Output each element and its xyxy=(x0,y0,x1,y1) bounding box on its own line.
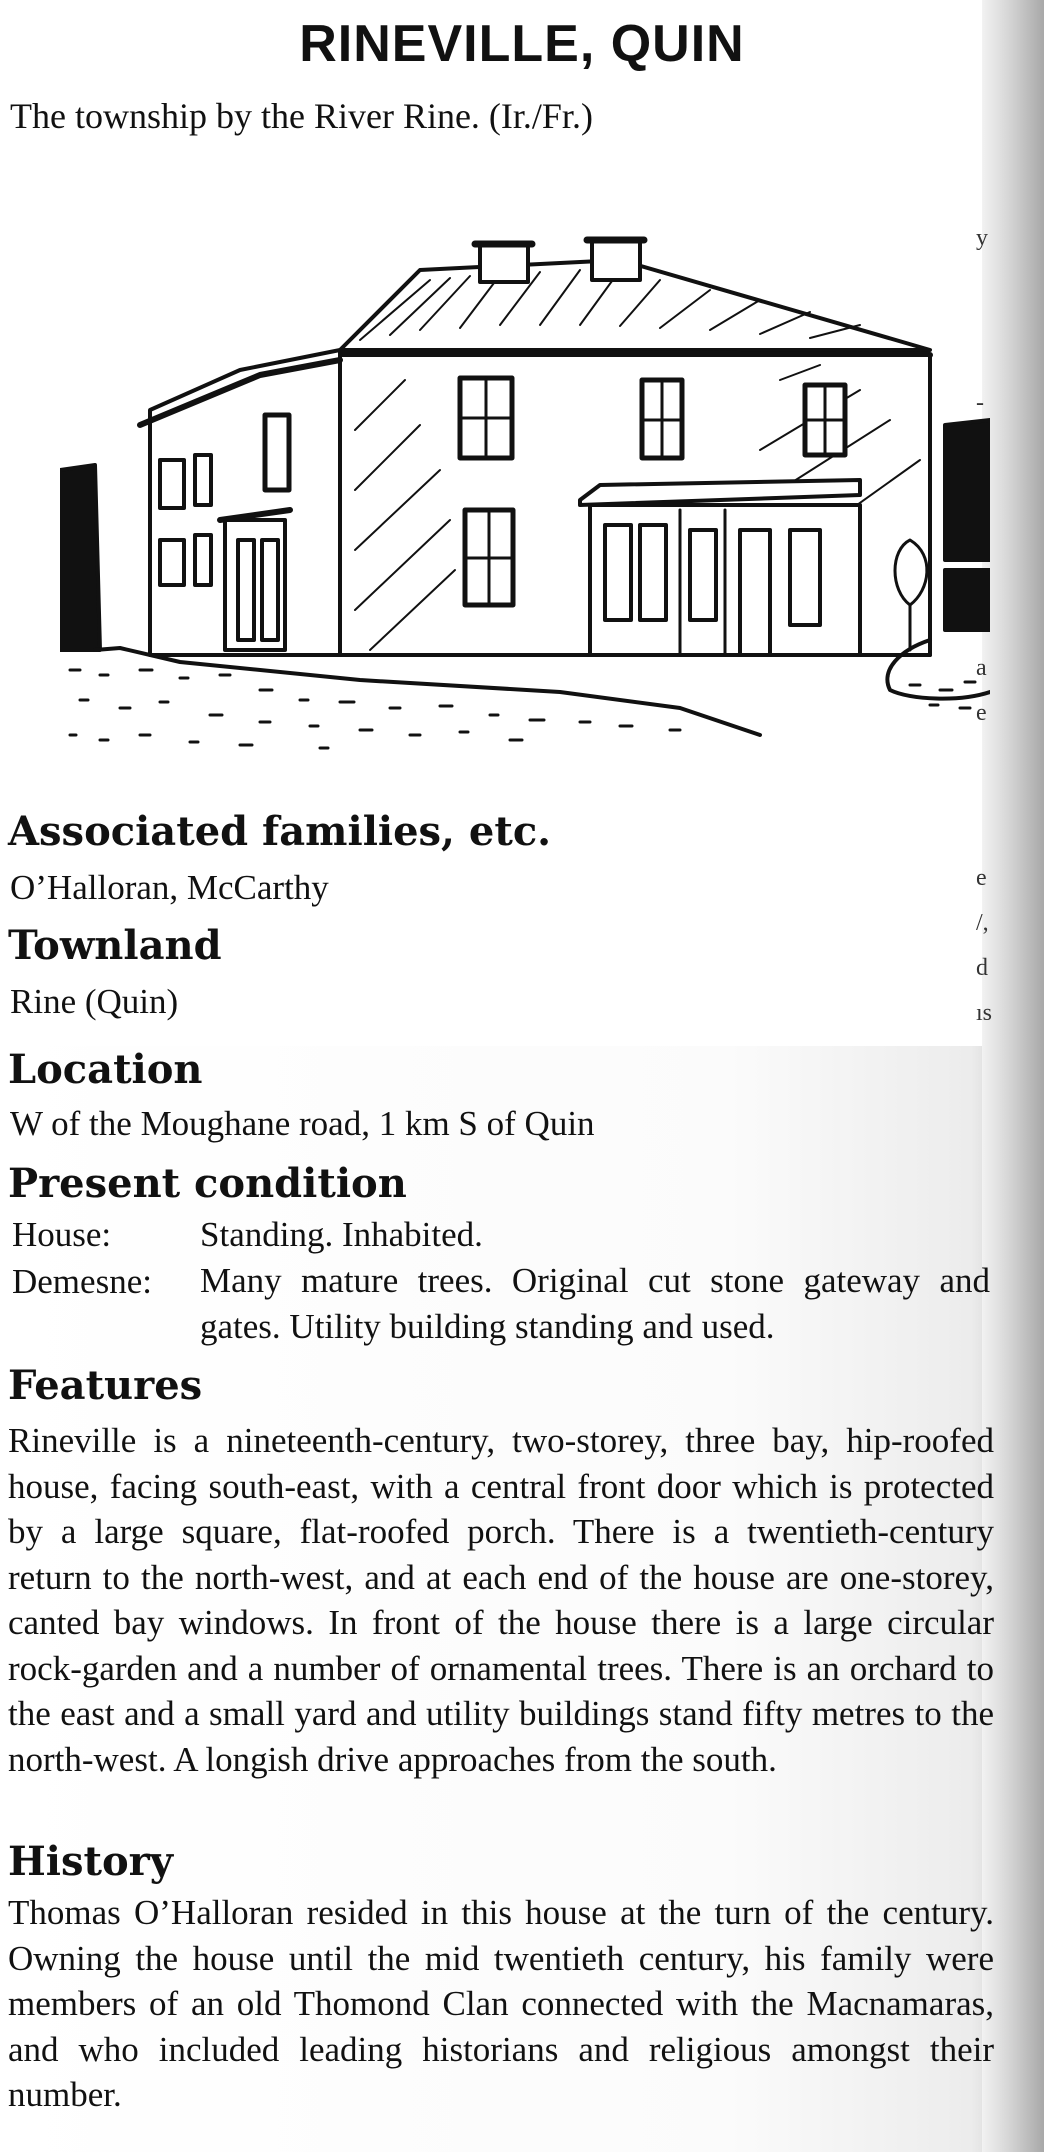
townland-text: Rine (Quin) xyxy=(10,982,179,1021)
page-subtitle: The township by the River Rine. (Ir./Fr.) xyxy=(10,96,593,136)
condition-demesne-label: Demesne: xyxy=(12,1262,152,1301)
page-title: RINEVILLE, QUIN xyxy=(299,15,745,73)
condition-house-text: Standing. Inhabited. xyxy=(200,1215,483,1254)
heading-location: Location xyxy=(8,1046,203,1093)
features-text: Rineville is a nineteenth-century, two-storey, three bay, hip-roofed house, facing south-east, with a central front door which is protected by a large square, flat-roofed porch. There is a twentieth-century return to the north-west, and at each end of the house are one-storey, canted bay windows. In front of the house there is a large circular rock-garden and a number of ornamental trees. There is an orchard to the east and a small yard and utility buildings stand fifty metres to the north-west. A longish drive approaches from the south. xyxy=(8,1421,994,1779)
associated-families-text: O’Halloran, McCarthy xyxy=(10,868,329,907)
heading-associated-families: Associated families, etc. xyxy=(8,808,552,855)
house-sketch-icon xyxy=(60,230,990,750)
condition-house-label: House: xyxy=(12,1215,112,1254)
heading-present-condition: Present condition xyxy=(8,1160,407,1207)
heading-features: Features xyxy=(8,1362,203,1409)
history-text: Thomas O’Halloran resided in this house at the turn of the century. Owning the house until the mid twentieth century, his family were members of an old Thomond Clan connected with the Macnamaras, and who included leading historians and religious amongst their number. xyxy=(8,1893,994,2114)
location-text: W of the Moughane road, 1 km S of Quin xyxy=(10,1104,595,1143)
condition-demesne-text: Many mature trees. Original cut stone gateway and gates. Utility building standing and used. xyxy=(200,1261,990,1346)
heading-townland: Townland xyxy=(8,922,222,969)
heading-history: History xyxy=(8,1838,173,1885)
adjacent-page-edge xyxy=(982,0,1044,2152)
